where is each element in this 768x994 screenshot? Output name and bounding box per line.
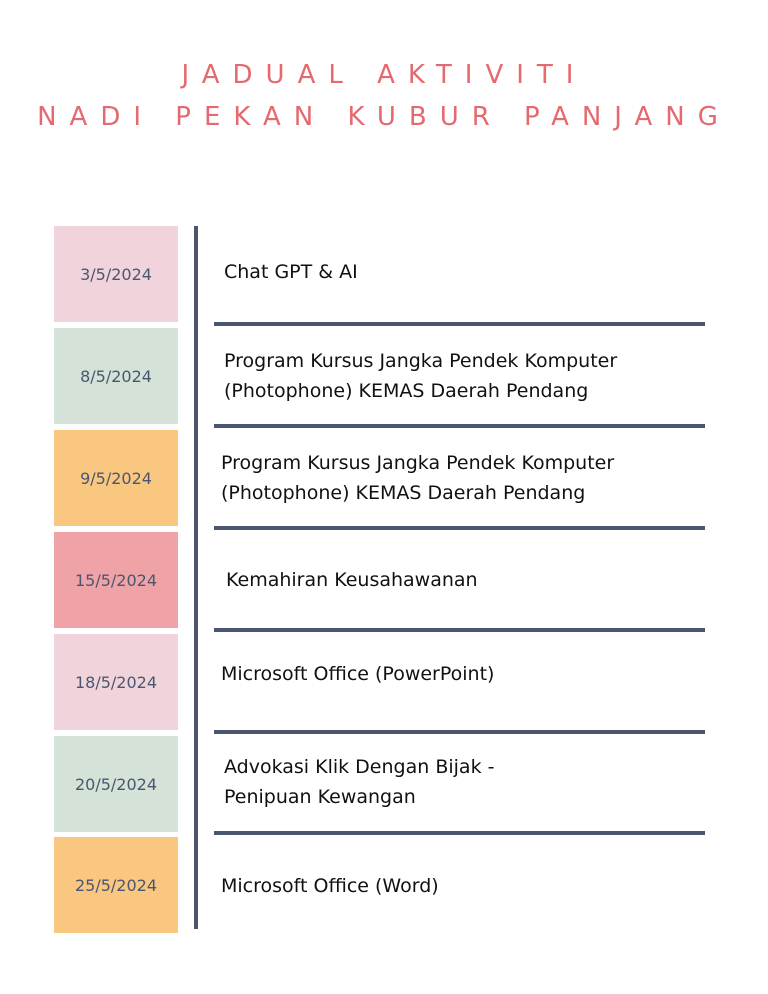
date-label: 3/5/2024 bbox=[80, 264, 152, 284]
date-label: 9/5/2024 bbox=[80, 468, 152, 488]
date-label: 15/5/2024 bbox=[74, 570, 158, 590]
row-divider bbox=[214, 526, 705, 530]
date-label: 20/5/2024 bbox=[74, 774, 158, 794]
activity-item bbox=[226, 532, 706, 628]
date-box bbox=[54, 430, 178, 526]
date-box bbox=[54, 532, 178, 628]
activity-text: Kemahiran Keusahawanan bbox=[226, 569, 478, 591]
activity-text-line-2: (Photophone) KEMAS Daerah Pendang bbox=[224, 380, 589, 402]
row-divider bbox=[214, 831, 705, 835]
row-divider bbox=[214, 322, 705, 326]
activity-item bbox=[221, 430, 701, 526]
row-divider bbox=[214, 424, 705, 428]
activity-text-line-1: Program Kursus Jangka Pendek Komputer bbox=[224, 350, 618, 372]
activity-item bbox=[221, 838, 701, 934]
activity-item bbox=[224, 734, 704, 830]
activity-text: Chat GPT & AI bbox=[224, 261, 358, 283]
date-box bbox=[54, 837, 178, 933]
activity-text: Microsoft Office (Word) bbox=[221, 875, 439, 897]
date-box bbox=[54, 226, 178, 322]
date-label: 25/5/2024 bbox=[74, 875, 158, 895]
date-box bbox=[54, 328, 178, 424]
vertical-divider bbox=[194, 226, 198, 929]
title-line-2: NADI PEKAN KUBUR PANJANG bbox=[37, 102, 731, 132]
activity-item bbox=[224, 224, 704, 320]
date-label: 18/5/2024 bbox=[74, 672, 158, 692]
activity-item bbox=[224, 328, 704, 424]
date-label: 8/5/2024 bbox=[80, 366, 152, 386]
activity-text: Microsoft Office (PowerPoint) bbox=[221, 663, 495, 685]
date-box bbox=[54, 634, 178, 730]
activity-text-line-2: Penipuan Kewangan bbox=[224, 786, 416, 808]
title-line-1: JADUAL AKTIVITI bbox=[181, 60, 587, 90]
activity-item bbox=[221, 626, 701, 722]
activity-text-line-1: Advokasi Klik Dengan Bijak - bbox=[224, 756, 495, 778]
date-box bbox=[54, 736, 178, 832]
activity-text-line-2: (Photophone) KEMAS Daerah Pendang bbox=[221, 482, 586, 504]
activity-text-line-1: Program Kursus Jangka Pendek Komputer bbox=[221, 452, 615, 474]
